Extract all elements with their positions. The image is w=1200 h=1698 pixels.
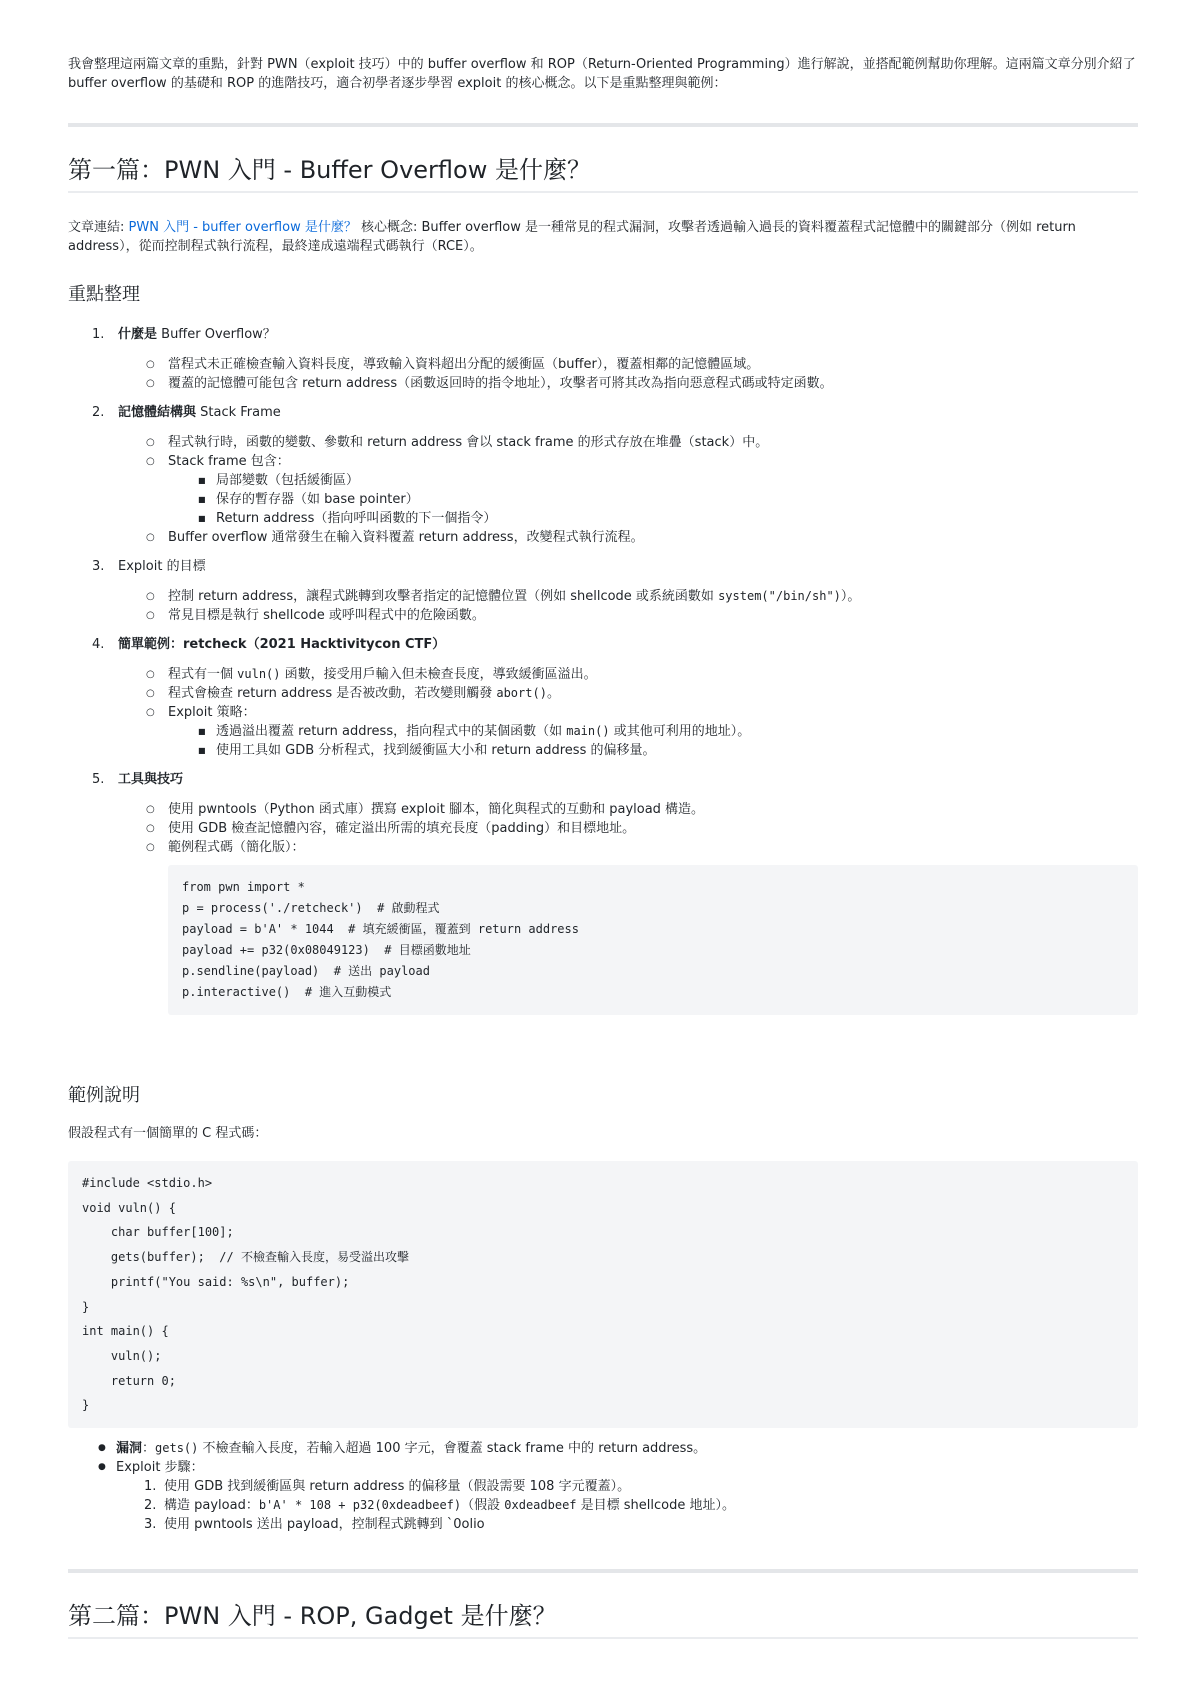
item-number: 3.: [92, 559, 105, 574]
sub-list: [118, 800, 1138, 1015]
list-item: [68, 1458, 1138, 1477]
text: （假設: [461, 1498, 505, 1513]
list-item: [68, 1515, 1138, 1534]
list-item: [68, 1439, 1138, 1458]
c-code-block: #include <stdio.h> void vuln() { char buffer[100]; gets(buffer); // 不檢查輸入長度，易受溢出攻擊 printf("You said: %s\n", buffer); } int main() { vuln(); return 0; }: [68, 1161, 1138, 1428]
text: 。: [546, 686, 560, 701]
list-item: ■ 使用工具如 GDB 分析程式，找到緩衝區大小和 return address 的偏移量。: [168, 741, 1138, 760]
link-prefix: 文章連結:: [68, 220, 129, 235]
sub-list: [118, 587, 1138, 625]
inline-code: vuln(): [237, 667, 281, 681]
list-item: ○ 覆蓋的記憶體可能包含 return address（函數返回時的指令地址），攻擊者可將其改為指向惡意程式碼或特定函數。: [118, 374, 1138, 393]
item-number: 1.: [92, 327, 105, 342]
text: 函數，接受用戶輸入但未檢查長度，導致緩衝區溢出。: [280, 667, 597, 682]
text: 控制 return address，讓程式跳轉到攻擊者指定的記憶體位置（例如 shellcode 或系統函數如: [168, 589, 719, 604]
list-item: ○ 使用 GDB 檢查記憶體內容，確定溢出所需的填充長度（padding）和目標地址。: [118, 819, 1138, 838]
list-item: ■ Return address（指向呼叫函數的下一個指令）: [168, 509, 1138, 528]
inline-code: system("/bin/sh"): [718, 589, 841, 603]
item-title: Buffer Overflow？: [157, 327, 276, 342]
list-item: ○ 使用 pwntools（Python 函式庫）撰寫 exploit 腳本，簡化與程式的互動和 payload 構造。: [118, 800, 1138, 819]
article1-link[interactable]: PWN 入門 - buffer overflow 是什麼？: [128, 220, 357, 235]
item-number: 4.: [92, 637, 105, 652]
text: ）。: [840, 589, 861, 604]
list-item: [68, 1496, 1138, 1515]
item-title-bold: 工具與技巧: [118, 772, 184, 787]
item-title: Exploit 的目標: [118, 559, 206, 574]
key-points-list: [68, 325, 1138, 1025]
list-item: ○ 常見目標是執行 shellcode 或呼叫程式中的危險函數。: [118, 606, 1138, 625]
example-bullets: [68, 1439, 1138, 1477]
list-item: [118, 838, 1138, 1015]
exploit-steps: [68, 1477, 1138, 1534]
list-item: ■ 保存的暫存器（如 base pointer）: [168, 490, 1138, 509]
list-item: ■ 局部變數（包括緩衝區）: [168, 471, 1138, 490]
text: Exploit 步驟：: [116, 1460, 204, 1475]
text: 是目標 shellcode 地址）。: [576, 1498, 735, 1513]
python-code-block: from pwn import * p = process('./retcheck') # 啟動程式 payload = b'A' * 1044 # 填充緩衝區，覆蓋到 return address payload += p32(0x08049123) # 目標函數地址 p.sendline(payload) # 送出 payload p.interactive() # 進入互動模式: [168, 865, 1138, 1015]
item-number: 2.: [92, 405, 105, 420]
item-title: Stack Frame: [196, 405, 281, 420]
list-item-text: Stack frame 包含：: [168, 454, 290, 469]
article1-summary: [68, 218, 1138, 256]
article2-title: 第二篇：PWN 入門 - ROP, Gadget 是什麼？: [68, 1601, 1138, 1639]
example-heading: 範例說明: [68, 1085, 140, 1106]
list-item: [118, 684, 1138, 703]
nested-list: [168, 722, 1138, 760]
list-item: [68, 403, 1138, 547]
text: 不檢查輸入長度，若輸入超過 100 字元，會覆蓋 stack frame 中的 return address。: [198, 1441, 707, 1456]
text: 程式會檢查 return address 是否被改動，若改變則觸發: [168, 686, 497, 701]
item-title-bold: 記憶體結構與: [118, 405, 197, 420]
sub-list: [118, 355, 1138, 393]
item-title-bold: 什麼是: [118, 327, 158, 342]
text: ：: [142, 1441, 156, 1456]
item-number: 5.: [92, 772, 105, 787]
list-item: [68, 635, 1138, 760]
list-item: ○ 程式執行時，函數的變數、參數和 return address 會以 stack frame 的形式存放在堆疊（stack）中。: [118, 433, 1138, 452]
divider: [68, 123, 1138, 127]
list-item: [68, 557, 1138, 625]
inline-code: gets(): [155, 1441, 199, 1455]
text: 使用 pwntools 送出 payload，控制程式跳轉到 `0olio: [164, 1517, 485, 1532]
list-item: [68, 1477, 1138, 1496]
divider: [68, 1569, 1138, 1573]
list-item: [118, 587, 1138, 606]
summary-text: 核心概念: Buffer overflow 是一種常見的程式漏洞，攻擊者透過輸入過長的資料覆蓋程式記憶體中的關鍵部分（例如 return address），從而控制程式執行流程，最終達成遠端程式碼執行（RCE）。: [68, 220, 1076, 254]
step-number: 2.: [144, 1498, 157, 1513]
text: 程式有一個: [168, 667, 238, 682]
list-item: [68, 325, 1138, 393]
nested-list: [168, 471, 1138, 528]
step-number: 1.: [144, 1479, 157, 1494]
text: 構造 payload：: [164, 1498, 259, 1513]
text: 範例程式碼（簡化版）：: [168, 840, 305, 855]
list-item: ○ Buffer overflow 通常發生在輸入資料覆蓋 return address，改變程式執行流程。: [118, 528, 1138, 547]
text: 透過溢出覆蓋 return address，指向程式中的某個函數（如: [216, 724, 567, 739]
inline-code: abort(): [496, 686, 547, 700]
key-points-heading: 重點整理: [68, 284, 140, 305]
text: 使用 GDB 找到緩衝區與 return address 的偏移量（假設需要 108 字元覆蓋）。: [164, 1479, 631, 1494]
list-item: [118, 703, 1138, 760]
text: 或其他可利用的地址）。: [609, 724, 751, 739]
vuln-label: 漏洞: [116, 1441, 143, 1456]
item-title-bold: 簡單範例：retcheck（2021 Hacktivitycon CTF）: [118, 637, 446, 652]
list-item: [168, 722, 1138, 741]
example-intro: 假設程式有一個簡單的 C 程式碼：: [68, 1126, 268, 1141]
text: Exploit 策略：: [168, 705, 256, 720]
list-item: [118, 665, 1138, 684]
sub-list: [118, 433, 1138, 547]
list-item: [68, 770, 1138, 1015]
intro-paragraph: 我會整理這兩篇文章的重點，針對 PWN（exploit 技巧）中的 buffer overflow 和 ROP（Return-Oriented Programming）進行解說，並搭配範例幫助你理解。這兩篇文章分別介紹了 buffer overflow 的基礎和 ROP 的進階技巧，適合初學者逐步學習 exploit 的核心概念。以下是重點整理與範例：: [68, 57, 1136, 91]
inline-code: 0xdeadbeef: [504, 1498, 577, 1512]
inline-code: b'A' * 108 + p32(0xdeadbeef): [258, 1498, 462, 1512]
inline-code: main(): [566, 724, 610, 738]
article1-title: 第一篇：PWN 入門 - Buffer Overflow 是什麼？: [68, 155, 1138, 193]
list-item: ○ 當程式未正確檢查輸入資料長度，導致輸入資料超出分配的緩衝區（buffer），覆蓋相鄰的記憶體區域。: [118, 355, 1138, 374]
step-number: 3.: [144, 1517, 157, 1532]
list-item: [118, 452, 1138, 528]
sub-list: [118, 665, 1138, 760]
